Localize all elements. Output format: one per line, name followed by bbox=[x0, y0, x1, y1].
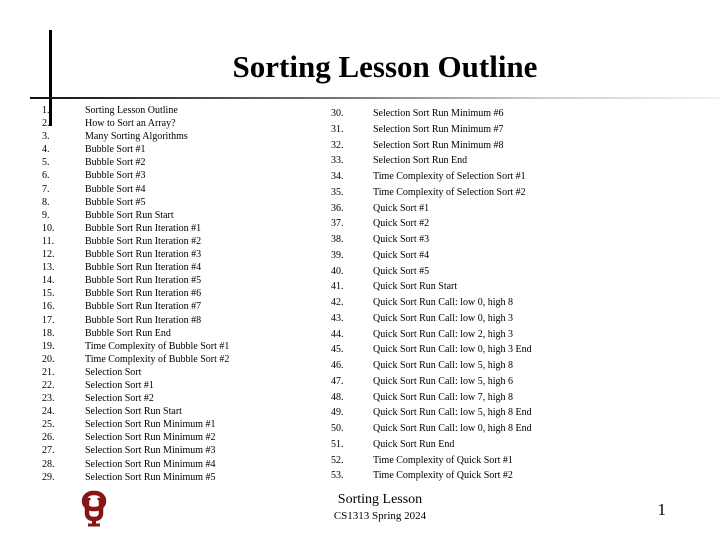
outline-item-text: Quick Sort Run Call: low 5, high 8 End bbox=[373, 407, 532, 419]
outline-item bbox=[42, 314, 302, 327]
outline-item-number: 19. bbox=[42, 340, 55, 352]
outline-item-number: 27. bbox=[42, 445, 55, 457]
outline-item-number: 34. bbox=[331, 171, 344, 182]
outline-item bbox=[42, 196, 302, 209]
outline-item bbox=[331, 264, 651, 280]
outline-item bbox=[331, 106, 651, 122]
outline-item-text: Sorting Lesson Outline bbox=[85, 105, 178, 116]
outline-item-text: Selection Sort Run Minimum #1 bbox=[85, 419, 216, 431]
outline-item-number: 18. bbox=[42, 327, 55, 339]
outline-item-text: Bubble Sort Run Iteration #4 bbox=[85, 262, 202, 274]
outline-item bbox=[331, 421, 651, 437]
outline-item bbox=[42, 353, 302, 366]
footer-course-term: CS1313 Spring 2024 bbox=[333, 510, 427, 522]
outline-item-text: Quick Sort Run Start bbox=[373, 281, 458, 293]
outline-item bbox=[42, 222, 302, 235]
outline-item-number: 38. bbox=[331, 234, 344, 245]
outline-item-number: 29. bbox=[42, 471, 55, 483]
outline-item-text: Time Complexity of Bubble Sort #2 bbox=[85, 353, 230, 365]
outline-item-text: Bubble Sort Run Iteration #3 bbox=[85, 249, 202, 261]
outline-item-number: 13. bbox=[42, 262, 55, 274]
outline-item-text: Selection Sort Run Minimum #3 bbox=[85, 445, 216, 457]
outline-item bbox=[331, 437, 651, 453]
outline-item bbox=[42, 418, 302, 431]
outline-item bbox=[42, 130, 302, 143]
outline-item-text: Selection Sort #1 bbox=[85, 379, 154, 391]
outline-item bbox=[331, 311, 651, 327]
outline-item bbox=[331, 153, 651, 169]
outline-item-text: Quick Sort Run Call: low 0, high 8 End bbox=[373, 423, 532, 434]
outline-item-text: Selection Sort Run Start bbox=[85, 406, 182, 418]
outline-item-text: Bubble Sort Run Iteration #1 bbox=[85, 222, 202, 234]
outline-item-number: 45. bbox=[331, 344, 344, 356]
outline-item bbox=[331, 232, 651, 248]
outline-item-text: Bubble Sort #5 bbox=[85, 196, 146, 208]
outline-item-number: 24. bbox=[42, 406, 55, 418]
outline-item-number: 40. bbox=[331, 265, 344, 277]
outline-item bbox=[42, 405, 302, 418]
outline-item-text: Quick Sort #5 bbox=[373, 265, 430, 277]
outline-item-text: Bubble Sort #3 bbox=[85, 170, 146, 182]
outline-item bbox=[331, 138, 651, 154]
outline-item-text: Bubble Sort Run Iteration #8 bbox=[85, 314, 202, 326]
outline-item-text: Quick Sort Run Call: low 2, high 3 bbox=[373, 328, 513, 340]
page-number: 1 bbox=[657, 500, 666, 519]
outline-item-number: 16. bbox=[42, 301, 55, 313]
outline-item-number: 42. bbox=[331, 297, 344, 308]
outline-item-text: Many Sorting Algorithms bbox=[85, 131, 188, 143]
outline-item-number: 6. bbox=[42, 170, 50, 182]
outline-item bbox=[42, 117, 302, 130]
outline-item-text: Bubble Sort Run Iteration #5 bbox=[85, 275, 202, 287]
outline-item-text: Quick Sort #4 bbox=[373, 249, 430, 261]
outline-item-text: Quick Sort Run Call: low 5, high 8 bbox=[373, 360, 513, 371]
outline-item bbox=[42, 444, 302, 457]
title-horizontal-rule bbox=[30, 97, 720, 99]
outline-item-number: 46. bbox=[331, 360, 344, 371]
outline-item bbox=[331, 248, 651, 264]
outline-item bbox=[331, 358, 651, 374]
outline-item-number: 47. bbox=[331, 375, 344, 387]
outline-item-number: 25. bbox=[42, 419, 55, 431]
outline-item-number: 12. bbox=[42, 249, 55, 261]
outline-item-number: 50. bbox=[331, 423, 344, 434]
outline-item-number: 8. bbox=[42, 196, 50, 208]
outline-item-text: Quick Sort #3 bbox=[373, 234, 430, 245]
outline-item bbox=[331, 295, 651, 311]
outline-item bbox=[42, 366, 302, 379]
outline-item-number: 53. bbox=[331, 470, 344, 482]
outline-item bbox=[331, 169, 651, 185]
footer bbox=[300, 491, 460, 524]
outline-item-text: Quick Sort Run Call: low 7, high 8 bbox=[373, 391, 513, 403]
outline-item bbox=[331, 405, 651, 421]
outline-item-text: Time Complexity of Quick Sort #1 bbox=[373, 454, 513, 466]
outline-item-text: Selection Sort Run Minimum #7 bbox=[373, 123, 504, 135]
outline-item bbox=[42, 287, 302, 300]
outline-item bbox=[42, 340, 302, 353]
outline-item-text: Bubble Sort #1 bbox=[85, 144, 146, 156]
outline-item-number: 5. bbox=[42, 157, 50, 169]
ou-interlocking-logo-icon bbox=[78, 488, 110, 528]
outline-item-text: Time Complexity of Selection Sort #2 bbox=[373, 186, 526, 198]
outline-item-number: 52. bbox=[331, 454, 344, 466]
outline-item-number: 32. bbox=[331, 139, 344, 151]
outline-item bbox=[331, 279, 651, 295]
outline-item bbox=[42, 183, 302, 196]
outline-item bbox=[42, 169, 302, 182]
outline-item bbox=[331, 327, 651, 343]
outline-item-text: Bubble Sort Run Start bbox=[85, 209, 174, 221]
outline-item-text: Quick Sort Run Call: low 5, high 6 bbox=[373, 375, 513, 387]
outline-item-number: 14. bbox=[42, 275, 55, 287]
outline-item-text: Selection Sort bbox=[85, 366, 142, 378]
outline-item bbox=[331, 453, 651, 469]
outline-item bbox=[42, 300, 302, 313]
outline-item-text: Selection Sort Run Minimum #6 bbox=[373, 108, 504, 119]
outline-item-text: Selection Sort Run Minimum #5 bbox=[85, 471, 216, 483]
slide-title: Sorting Lesson Outline bbox=[232, 49, 538, 84]
outline-item-text: Bubble Sort Run Iteration #7 bbox=[85, 301, 202, 313]
outline-item-text: Time Complexity of Quick Sort #2 bbox=[373, 470, 513, 482]
outline-item-text: Selection Sort Run End bbox=[373, 155, 468, 167]
outline-item bbox=[42, 327, 302, 340]
outline-item-number: 33. bbox=[331, 155, 344, 167]
outline-item-text: Selection Sort #2 bbox=[85, 393, 154, 405]
outline-item bbox=[42, 392, 302, 405]
outline-item bbox=[42, 143, 302, 156]
outline-item-number: 4. bbox=[42, 144, 50, 156]
outline-item bbox=[42, 209, 302, 222]
outline-item-number: 26. bbox=[42, 432, 55, 444]
outline-item-text: Quick Sort #2 bbox=[373, 218, 430, 230]
outline-list-left bbox=[42, 104, 302, 484]
outline-item-text: Quick Sort Run Call: low 0, high 3 bbox=[373, 312, 513, 324]
footer-course-title: Sorting Lesson bbox=[337, 492, 423, 507]
outline-item-number: 21. bbox=[42, 366, 55, 378]
outline-item bbox=[331, 390, 651, 406]
outline-item bbox=[42, 458, 302, 471]
outline-item bbox=[42, 471, 302, 484]
outline-item-number: 51. bbox=[331, 438, 344, 450]
outline-item bbox=[331, 468, 651, 484]
outline-item-text: Bubble Sort #4 bbox=[85, 183, 146, 195]
outline-item-number: 37. bbox=[331, 218, 344, 230]
outline-item-text: Time Complexity of Bubble Sort #1 bbox=[85, 340, 230, 352]
outline-item-number: 1. bbox=[42, 105, 50, 116]
outline-item-number: 23. bbox=[42, 393, 55, 405]
outline-item-number: 43. bbox=[331, 312, 344, 324]
outline-item bbox=[42, 235, 302, 248]
outline-item bbox=[331, 185, 651, 201]
outline-item bbox=[42, 261, 302, 274]
outline-item-text: Quick Sort Run End bbox=[373, 438, 455, 450]
outline-item-number: 17. bbox=[42, 314, 55, 326]
outline-item-text: Bubble Sort #2 bbox=[85, 157, 146, 169]
outline-item bbox=[331, 122, 651, 138]
outline-item bbox=[331, 216, 651, 232]
outline-item-number: 36. bbox=[331, 202, 344, 214]
outline-item-text: Quick Sort Run Call: low 0, high 3 End bbox=[373, 344, 532, 356]
outline-item-number: 22. bbox=[42, 379, 55, 391]
outline-item-text: How to Sort an Array? bbox=[85, 118, 176, 130]
outline-item-number: 35. bbox=[331, 186, 344, 198]
outline-item-number: 9. bbox=[42, 209, 50, 221]
outline-item-number: 28. bbox=[42, 458, 55, 470]
outline-item-text: Bubble Sort Run Iteration #2 bbox=[85, 235, 202, 247]
outline-item-text: Bubble Sort Run End bbox=[85, 327, 171, 339]
outline-item bbox=[331, 374, 651, 390]
outline-item bbox=[42, 274, 302, 287]
outline-item-number: 30. bbox=[331, 108, 344, 119]
outline-item-text: Quick Sort Run Call: low 0, high 8 bbox=[373, 297, 513, 308]
outline-item-number: 10. bbox=[42, 222, 55, 234]
outline-item-text: Selection Sort Run Minimum #2 bbox=[85, 432, 216, 444]
outline-item-number: 44. bbox=[331, 328, 344, 340]
outline-item bbox=[42, 156, 302, 169]
outline-item-text: Selection Sort Run Minimum #8 bbox=[373, 139, 504, 151]
outline-item-text: Quick Sort #1 bbox=[373, 202, 430, 214]
outline-item-number: 31. bbox=[331, 123, 344, 135]
outline-item bbox=[42, 431, 302, 444]
outline-item bbox=[331, 201, 651, 217]
outline-item-text: Selection Sort Run Minimum #4 bbox=[85, 458, 216, 470]
outline-item-text: Time Complexity of Selection Sort #1 bbox=[373, 171, 526, 182]
outline-item bbox=[42, 248, 302, 261]
outline-item-number: 39. bbox=[331, 249, 344, 261]
outline-item-number: 41. bbox=[331, 281, 344, 293]
outline-item bbox=[42, 104, 302, 117]
outline-item-number: 7. bbox=[42, 183, 50, 195]
outline-item bbox=[42, 379, 302, 392]
outline-item bbox=[331, 342, 651, 358]
outline-item-number: 20. bbox=[42, 353, 55, 365]
outline-item-number: 11. bbox=[42, 235, 55, 247]
outline-item-number: 49. bbox=[331, 407, 344, 419]
outline-item-number: 15. bbox=[42, 288, 55, 300]
outline-item-number: 48. bbox=[331, 391, 344, 403]
outline-list-right bbox=[331, 106, 651, 484]
outline-item-number: 2. bbox=[42, 118, 50, 130]
outline-item-number: 3. bbox=[42, 131, 50, 143]
outline-item-text: Bubble Sort Run Iteration #6 bbox=[85, 288, 202, 300]
